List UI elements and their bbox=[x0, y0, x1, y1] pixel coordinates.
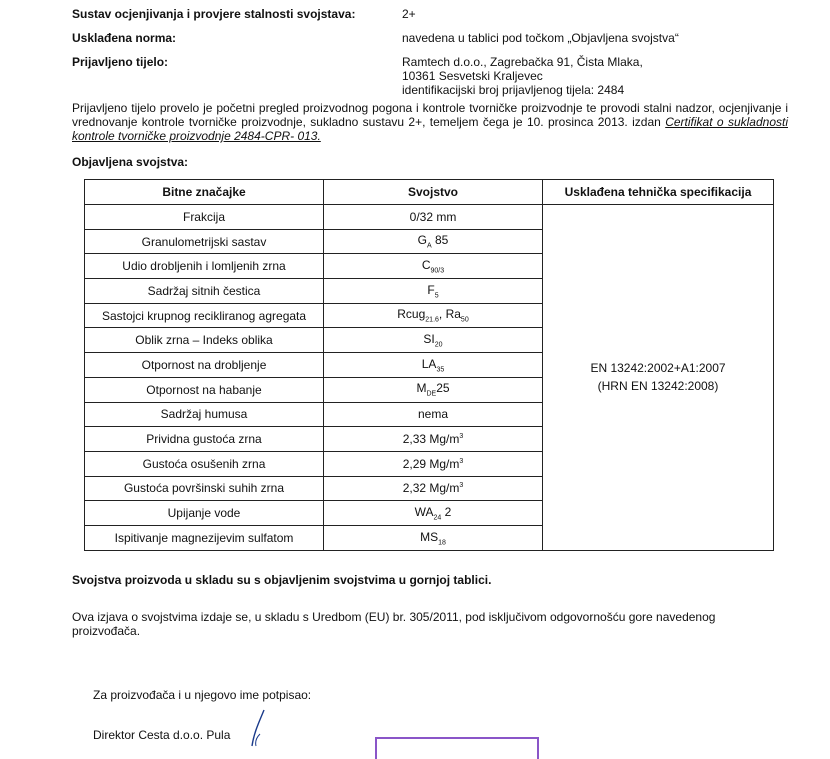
feature-cell: Otpornost na habanje bbox=[85, 377, 324, 402]
property-value: C bbox=[421, 258, 431, 273]
table-header-row bbox=[85, 180, 774, 205]
property-subscript: 90/3 bbox=[430, 267, 445, 275]
signatory-intro: Za proizvođača i u njegovo ime potpisao: bbox=[93, 688, 312, 702]
conformity-statement: Svojstva proizvoda u skladu su s objavljenim svojstvima u gornjoj tablici. bbox=[72, 573, 492, 587]
property-value: 0/32 mm bbox=[409, 209, 457, 224]
signature-mark bbox=[246, 708, 276, 748]
property-value: WA bbox=[414, 504, 434, 519]
spec-line: EN 13242:2002+A1:2007 bbox=[590, 361, 726, 376]
property-value: 2,29 Mg/m bbox=[402, 456, 460, 471]
properties-table bbox=[84, 179, 774, 551]
property-subscript: 24 bbox=[433, 514, 442, 522]
property-subscript: A bbox=[426, 242, 432, 250]
property-cell bbox=[324, 525, 543, 550]
info-label: Sustav ocjenjivanja i provjere stalnosti svojstava: bbox=[72, 7, 356, 21]
certification-paragraph bbox=[72, 101, 788, 143]
feature-cell: Otpornost na drobljenje bbox=[85, 353, 324, 378]
info-label: Prijavljeno tijelo: bbox=[72, 55, 169, 69]
property-value: 2,33 Mg/m bbox=[402, 432, 460, 447]
info-value-line: 2+ bbox=[402, 7, 416, 21]
table-row bbox=[85, 205, 774, 230]
property-suffix: , Ra bbox=[438, 307, 461, 322]
info-value-line: identifikacijski broj prijavljenog tijela: 2484 bbox=[402, 83, 625, 97]
property-suffix: 25 bbox=[436, 381, 450, 396]
property-value: nema bbox=[417, 407, 449, 422]
property-cell bbox=[324, 205, 543, 230]
feature-cell: Gustoća površinski suhih zrna bbox=[85, 476, 324, 501]
section-heading: Objavljena svojstva: bbox=[72, 155, 189, 169]
feature-cell: Sadržaj sitnih čestica bbox=[85, 279, 324, 304]
feature-cell: Prividna gustoća zrna bbox=[85, 427, 324, 452]
property-superscript: 3 bbox=[459, 433, 464, 441]
property-value: Rcug bbox=[397, 307, 426, 322]
property-cell bbox=[324, 451, 543, 476]
property-value: G bbox=[417, 233, 427, 248]
info-value-line: Ramtech d.o.o., Zagrebačka 91, Čista Mlaka, bbox=[402, 55, 643, 69]
property-superscript: 3 bbox=[459, 482, 464, 490]
property-value: MS bbox=[420, 529, 439, 544]
responsibility-statement: Ova izjava o svojstvima izdaje se, u skladu s Uredbom (EU) br. 305/2011, pod isključivom odgovornošću gore navedenog proizvođača. bbox=[72, 610, 716, 638]
header-property: Svojstvo bbox=[324, 180, 543, 205]
property-cell bbox=[324, 303, 543, 328]
property-cell bbox=[324, 476, 543, 501]
feature-cell: Sastojci krupnog recikliranog agregata bbox=[85, 303, 324, 328]
feature-cell: Granulometrijski sastav bbox=[85, 229, 324, 254]
info-row-system bbox=[72, 7, 772, 21]
property-superscript: 3 bbox=[459, 457, 464, 465]
feature-cell: Gustoća osušenih zrna bbox=[85, 451, 324, 476]
feature-cell: Upijanje vode bbox=[85, 501, 324, 526]
paragraph-text: Prijavljeno tijelo provelo je početni pregled proizvodnog pogona i kontrole tvorničke proizvodnje te provodi stalni nadzor, ocjenjivanje i vrednovanje kontrole tvorničke proizvodnje, sukladno sustavu 2+, temeljem čega je 10. prosinca 2013. izdan bbox=[72, 101, 788, 129]
property-subscript: 50 bbox=[460, 316, 469, 324]
feature-cell: Frakcija bbox=[85, 205, 324, 230]
property-subscript: 5 bbox=[434, 292, 439, 300]
property-subscript: 35 bbox=[436, 366, 445, 374]
property-value: SI bbox=[423, 332, 435, 347]
feature-cell: Oblik zrna – Indeks oblika bbox=[85, 328, 324, 353]
property-cell bbox=[324, 254, 543, 279]
signatory-name: Direktor Cesta d.o.o. Pula bbox=[93, 728, 231, 742]
property-cell bbox=[324, 328, 543, 353]
property-cell bbox=[324, 501, 543, 526]
spec-cell bbox=[543, 205, 774, 551]
feature-cell: Udio drobljenih i lomljenih zrna bbox=[85, 254, 324, 279]
property-subscript: 18 bbox=[438, 538, 446, 546]
property-cell bbox=[324, 377, 543, 402]
info-value bbox=[402, 55, 772, 97]
property-cell bbox=[324, 229, 543, 254]
info-value-line: 10361 Sesvetski Kraljevec bbox=[402, 69, 543, 83]
property-suffix: 2 bbox=[441, 504, 452, 519]
info-row-norm bbox=[72, 31, 772, 45]
property-value: 2,32 Mg/m bbox=[402, 481, 460, 496]
info-value bbox=[402, 7, 772, 21]
property-suffix: 85 bbox=[431, 233, 449, 248]
property-value: F bbox=[427, 282, 435, 297]
info-value bbox=[402, 31, 772, 45]
property-subscript: 21.6 bbox=[425, 316, 439, 324]
feature-cell: Ispitivanje magnezijevim sulfatom bbox=[85, 525, 324, 550]
info-label: Usklađena norma: bbox=[72, 31, 177, 45]
company-stamp bbox=[375, 737, 539, 759]
property-cell bbox=[324, 427, 543, 452]
property-subscript: 20 bbox=[434, 341, 443, 349]
spec-line: (HRN EN 13242:2008) bbox=[597, 379, 719, 394]
property-value: M bbox=[416, 381, 427, 396]
property-cell bbox=[324, 279, 543, 304]
info-row-body bbox=[72, 55, 772, 97]
header-feature: Bitne značajke bbox=[85, 180, 324, 205]
certificate-link[interactable]: Certifikat o sukladnosti kontrole tvorničke proizvodnje 2484-CPR- 013. bbox=[72, 115, 788, 143]
declaration-info bbox=[72, 7, 772, 107]
property-cell bbox=[324, 353, 543, 378]
feature-cell: Sadržaj humusa bbox=[85, 402, 324, 427]
property-subscript: DE bbox=[426, 390, 437, 398]
header-spec: Usklađena tehnička specifikacija bbox=[543, 180, 774, 205]
info-value-line: navedena u tablici pod točkom „Objavljena svojstva“ bbox=[402, 31, 679, 45]
property-value: LA bbox=[421, 356, 437, 371]
property-cell bbox=[324, 402, 543, 427]
